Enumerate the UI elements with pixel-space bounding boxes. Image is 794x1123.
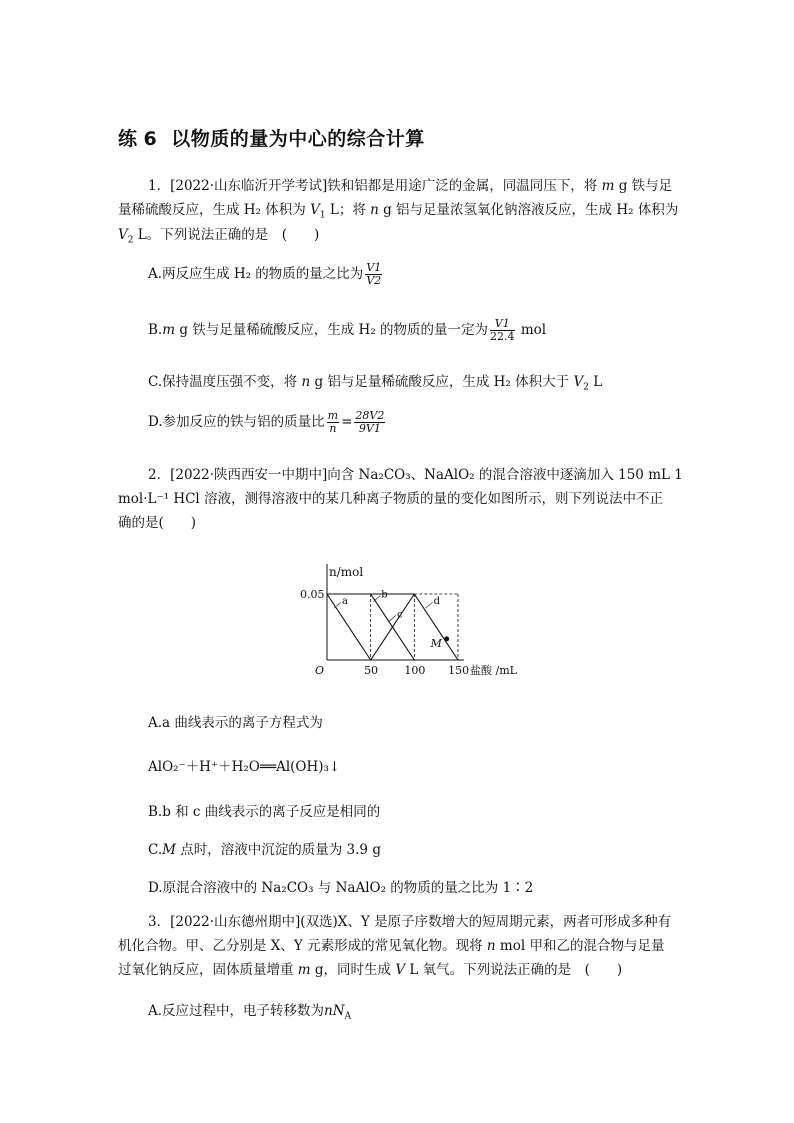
q1-line3: $V_2$ L。下列说法正确的是 ( ) <box>118 227 320 246</box>
q1-option-d: D.参加反应的铁与铝的质量比 $\frac{m}{n}$ = $\frac{28V2}{9V1}$ <box>148 409 385 435</box>
x-tick-label-150: 150 <box>448 664 470 677</box>
section-number: 6 <box>143 128 158 150</box>
q1-option-a: A.两反应生成 H₂ 的物质的量之比为 $\frac{V1}{V2}$ <box>148 261 382 287</box>
series-label-leader-c <box>389 615 396 621</box>
q1-option-c: C.保持温度压强不变，将 n g 铝与足量稀硫酸反应，生成 H₂ 体积大于 $V_2$ L <box>148 374 603 393</box>
q2-option-d: D.原混合溶液中的 Na₂CO₃ 与 NaAlO₂ 的物质的量之比为 1∶2 <box>148 880 534 896</box>
q2-option-a: A.a 曲线表示的离子方程式为 <box>148 715 323 731</box>
q3-line2: 机化合物。甲、乙分别是 X、Y 元素形成的常见氧化物。现将 n mol 甲和乙的混合物与足量 <box>118 938 665 954</box>
point-m-label: M <box>430 636 442 650</box>
q3-option-a: A.反应过程中，电子转移数为$nN_A$ <box>148 1003 352 1022</box>
series-line-a <box>327 594 371 660</box>
x-axis-label: 盐酸 /mL <box>470 664 517 677</box>
q2-line3: 确的是( ) <box>118 515 197 531</box>
q1-line2: 量稀硫酸反应，生成 H₂ 体积为 $V_1$ L；将 n g 铝与足量浓氢氧化钠溶液反应，生成 H₂ 体积为 <box>118 202 679 221</box>
q1-option-a-fraction: $\frac{V1}{V2}$ <box>366 261 382 287</box>
section-prefix: 练 <box>118 128 138 150</box>
q2-option-c: C.M 点时，溶液中沉淀的质量为 3.9 g <box>148 842 381 858</box>
section-title <box>118 124 425 151</box>
q3-line1: 3．[2022·山东德州期中](双选)X、Y 是原子序数增大的短周期元素，两者可形成多种有 <box>148 914 672 930</box>
y-axis-label: n/mol <box>329 565 364 579</box>
q1-option-b-fraction: $\frac{V1}{22.4}$ <box>490 317 515 343</box>
q2-option-b: B.b 和 c 曲线表示的离子反应是相同的 <box>148 804 381 820</box>
point-m <box>444 636 449 641</box>
x-tick-label-100: 100 <box>404 664 426 677</box>
series-label-b: b <box>381 589 388 601</box>
series-label-leader-d <box>426 602 433 608</box>
y-tick-label: 0.05 <box>300 588 325 601</box>
x-tick-label-50: 50 <box>364 664 379 677</box>
section-title-text: 以物质的量为中心的综合计算 <box>171 128 425 150</box>
series-label-c: c <box>397 609 403 621</box>
q2-line2: mol·L⁻¹ HCl 溶液，测得溶液中的某几种离子物质的量的变化如图所示，则下列说法中不正 <box>118 491 664 507</box>
q3-line3: 过氧化钠反应，固体质量增重 m g，同时生成 V L 氧气。下列说法正确的是 ( ) <box>118 962 623 978</box>
ion-amount-chart <box>290 548 530 683</box>
q2-line1: 2．[2022·陕西西安一中期中]向含 Na₂CO₃、NaAlO₂ 的混合溶液中逐滴加入 150 mL 1 <box>148 467 683 483</box>
q1-option-b: B.m g 铁与足量稀硫酸反应，生成 H₂ 的物质的量一定为 $\frac{V1}{22.4}$ mol <box>148 317 547 343</box>
q2-option-a-equation: AlO₂⁻＋H⁺＋H₂O══Al(OH)₃↓ <box>148 759 341 775</box>
series-label-a: a <box>341 596 348 608</box>
q1-option-d-fraction2: $\frac{28V2}{9V1}$ <box>355 409 385 435</box>
origin-label: O <box>315 664 325 677</box>
series-label-d: d <box>433 596 441 608</box>
q1-line1: 1．[2022·山东临沂开学考试]铁和铝都是用途广泛的金属，同温同压下，将 m g 铁与足 <box>148 178 673 194</box>
q1-option-d-fraction1: $\frac{m}{n}$ <box>327 409 339 435</box>
